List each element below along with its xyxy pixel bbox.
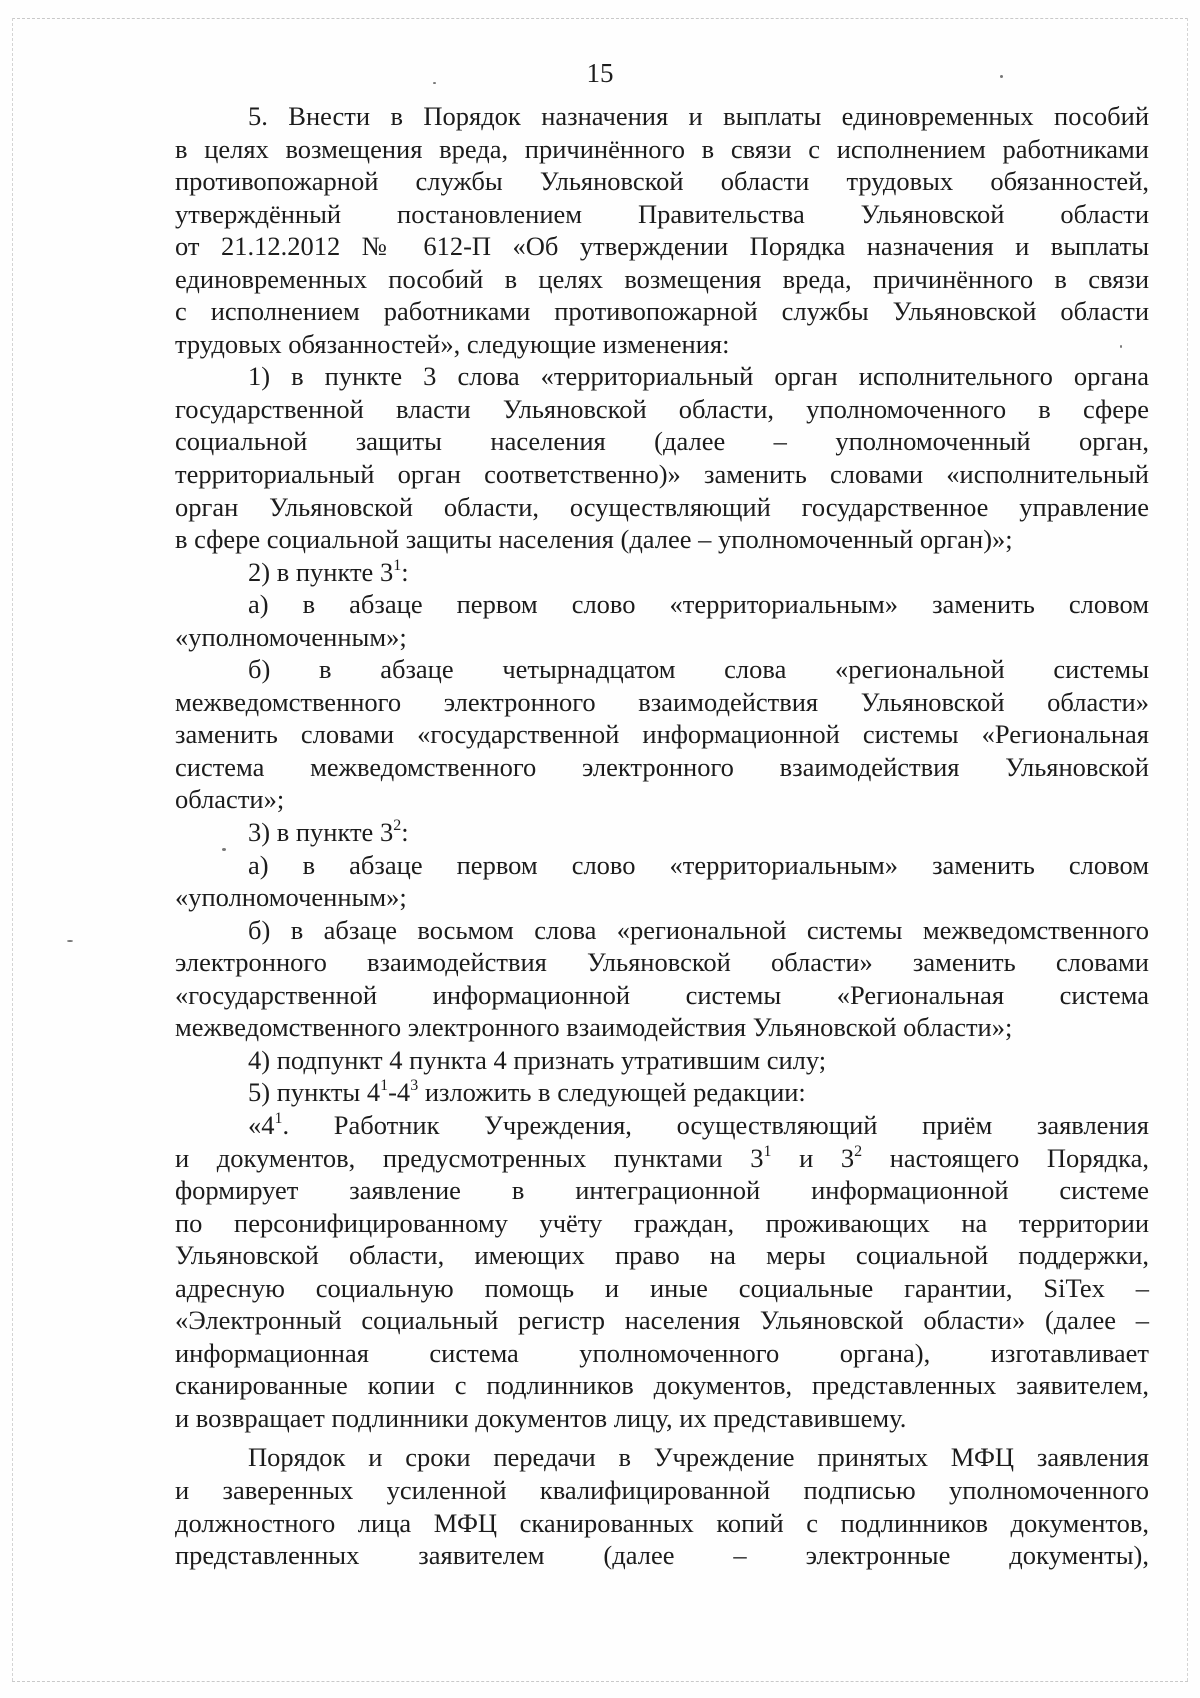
- text-segment: «Электронный социальный регистр населения Ульяновской области» (далее –: [175, 1305, 1149, 1336]
- text-line: [175, 1109, 1149, 1142]
- text-segment: в сфере социальной защиты населения (далее – уполномоченный орган)»;: [175, 524, 1013, 555]
- text-segment: по персонифицированному учёту граждан, проживающих на территории: [175, 1207, 1149, 1238]
- text-segment: территориальный орган соответственно)» заменить словами «исполнительный: [175, 459, 1149, 490]
- text-segment: и документов, предусмотренных пунктами 3: [175, 1142, 764, 1173]
- text-line: [175, 1044, 1149, 1077]
- document-body: [175, 100, 1149, 1572]
- text-line: [175, 100, 1149, 133]
- text-line: [175, 458, 1149, 491]
- text-segment: 3) в пункте 3: [248, 817, 394, 848]
- text-line: [175, 425, 1149, 458]
- text-line: [175, 1539, 1149, 1572]
- text-segment: заменить словами «государственной информационной системы «Региональная: [175, 719, 1149, 750]
- text-line: [175, 1142, 1149, 1175]
- text-line: [175, 1474, 1149, 1507]
- superscript: 3: [410, 1077, 419, 1095]
- text-segment: «4: [248, 1109, 275, 1140]
- text-line: [175, 230, 1149, 263]
- text-line: [175, 360, 1149, 393]
- text-segment: межведомственного электронного взаимодействия Ульяновской области»;: [175, 1012, 1013, 1043]
- text-segment: Ульяновской области, имеющих право на меры социальной поддержки,: [175, 1240, 1149, 1271]
- text-segment: и 3: [771, 1142, 855, 1173]
- scan-speck: [433, 82, 436, 84]
- text-line: [175, 198, 1149, 231]
- text-line: [175, 751, 1149, 784]
- text-segment: «государственной информационной системы «Региональная система: [175, 979, 1149, 1010]
- text-line: [175, 1441, 1149, 1474]
- text-line: [175, 133, 1149, 166]
- scan-speck: [1120, 345, 1122, 348]
- text-line: [175, 523, 1149, 556]
- superscript: 1: [393, 556, 402, 574]
- text-line: [175, 1402, 1149, 1435]
- text-segment: :: [401, 556, 409, 587]
- text-line: [175, 1011, 1149, 1044]
- scan-speck: [1000, 75, 1003, 78]
- text-segment: «уполномоченным»;: [175, 621, 407, 652]
- text-segment: :: [401, 817, 409, 848]
- text-segment: сканированные копии с подлинников документов, представленных заявителем,: [175, 1370, 1149, 1401]
- text-segment: от 21.12.2012 № 612-П «Об утверждении Порядка назначения и выплаты: [175, 231, 1149, 262]
- text-segment: должностного лица МФЦ сканированных копий с подлинников документов,: [175, 1507, 1149, 1538]
- text-line: [175, 491, 1149, 524]
- text-segment: изложить в следующей редакции:: [418, 1077, 806, 1108]
- text-line: [175, 328, 1149, 361]
- text-segment: формирует заявление в интеграционной информационной системе: [175, 1175, 1149, 1206]
- text-segment: в целях возмещения вреда, причинённого в связи с исполнением работниками: [175, 133, 1149, 164]
- text-line: [175, 914, 1149, 947]
- text-line: [175, 263, 1149, 296]
- text-line: [175, 1369, 1149, 1402]
- superscript: 2: [393, 817, 402, 835]
- text-segment: трудовых обязанностей», следующие изменения:: [175, 328, 730, 359]
- text-segment: с исполнением работниками противопожарной службы Ульяновской области: [175, 296, 1149, 327]
- scan-speck: [222, 848, 226, 851]
- text-segment: электронного взаимодействия Ульяновской области» заменить словами: [175, 947, 1149, 978]
- text-line: [175, 1507, 1149, 1540]
- page-border-top: [12, 18, 1188, 19]
- text-segment: б) в абзаце восьмом слова «региональной системы межведомственного: [248, 914, 1149, 945]
- text-segment: орган Ульяновской области, осуществляющий государственное управление: [175, 491, 1149, 522]
- text-segment: система межведомственного электронного взаимодействия Ульяновской: [175, 751, 1149, 782]
- text-segment: а) в абзаце первом слово «территориальным» заменить словом: [248, 849, 1149, 880]
- text-segment: 4) подпункт 4 пункта 4 признать утратившим силу;: [248, 1044, 827, 1075]
- text-segment: и заверенных усиленной квалифицированной подписью уполномоченного: [175, 1474, 1149, 1505]
- text-line: [175, 1272, 1149, 1305]
- text-segment: информационная система уполномоченного органа), изготавливает: [175, 1337, 1149, 1368]
- text-segment: б) в абзаце четырнадцатом слова «региональной системы: [248, 654, 1149, 685]
- page-border-left: [12, 18, 13, 1681]
- text-segment: социальной защиты населения (далее – уполномоченный орган,: [175, 426, 1149, 457]
- text-segment: адресную социальную помощь и иные социальные гарантии, SiTex –: [175, 1272, 1149, 1303]
- text-line: [175, 1076, 1149, 1109]
- text-line: [175, 1174, 1149, 1207]
- superscript: 1: [763, 1142, 772, 1160]
- text-line: [175, 1337, 1149, 1370]
- text-line: [175, 718, 1149, 751]
- page-border-bottom: [12, 1681, 1188, 1682]
- text-line: [175, 295, 1149, 328]
- scan-speck: [67, 940, 73, 942]
- text-segment: 2) в пункте 3: [248, 556, 394, 587]
- text-line: [175, 653, 1149, 686]
- text-line: [175, 393, 1149, 426]
- page-border-right: [1187, 18, 1188, 1681]
- text-line: [175, 686, 1149, 719]
- superscript: 1: [380, 1077, 389, 1095]
- text-line: [175, 881, 1149, 914]
- text-segment: 5) пункты 4: [248, 1077, 381, 1108]
- text-segment: межведомственного электронного взаимодействия Ульяновской области»: [175, 686, 1149, 717]
- text-line: [175, 1304, 1149, 1337]
- text-segment: а) в абзаце первом слово «территориальным» заменить словом: [248, 589, 1149, 620]
- text-segment: утверждённый постановлением Правительства Ульяновской области: [175, 198, 1149, 229]
- text-line: [175, 849, 1149, 882]
- text-line: [175, 556, 1149, 589]
- text-line: [175, 588, 1149, 621]
- text-segment: «уполномоченным»;: [175, 882, 407, 913]
- text-segment: противопожарной службы Ульяновской области трудовых обязанностей,: [175, 166, 1149, 197]
- text-segment: государственной власти Ульяновской области, уполномоченного в сфере: [175, 393, 1149, 424]
- text-line: [175, 979, 1149, 1012]
- text-segment: представленных заявителем (далее – электронные документы),: [175, 1540, 1149, 1571]
- text-segment: . Работник Учреждения, осуществляющий приём заявления: [282, 1109, 1149, 1140]
- text-line: [175, 816, 1149, 849]
- text-segment: 5. Внести в Порядок назначения и выплаты единовременных пособий: [248, 101, 1149, 131]
- text-segment: -4: [388, 1077, 411, 1108]
- text-segment: 1) в пункте 3 слова «территориальный орган исполнительного органа: [248, 361, 1149, 392]
- text-segment: настоящего Порядка,: [862, 1142, 1149, 1173]
- text-segment: единовременных пособий в целях возмещения вреда, причинённого в связи: [175, 263, 1149, 294]
- text-line: [175, 946, 1149, 979]
- text-line: [175, 783, 1149, 816]
- text-line: [175, 1239, 1149, 1272]
- superscript: 1: [274, 1109, 283, 1127]
- text-line: [175, 1207, 1149, 1240]
- superscript: 2: [854, 1142, 863, 1160]
- text-line: [175, 165, 1149, 198]
- text-segment: и возвращает подлинники документов лицу, их представившему.: [175, 1402, 907, 1433]
- text-line: [175, 621, 1149, 654]
- text-segment: Порядок и сроки передачи в Учреждение принятых МФЦ заявления: [248, 1442, 1149, 1473]
- page-number: 15: [586, 58, 614, 88]
- text-segment: области»;: [175, 784, 285, 815]
